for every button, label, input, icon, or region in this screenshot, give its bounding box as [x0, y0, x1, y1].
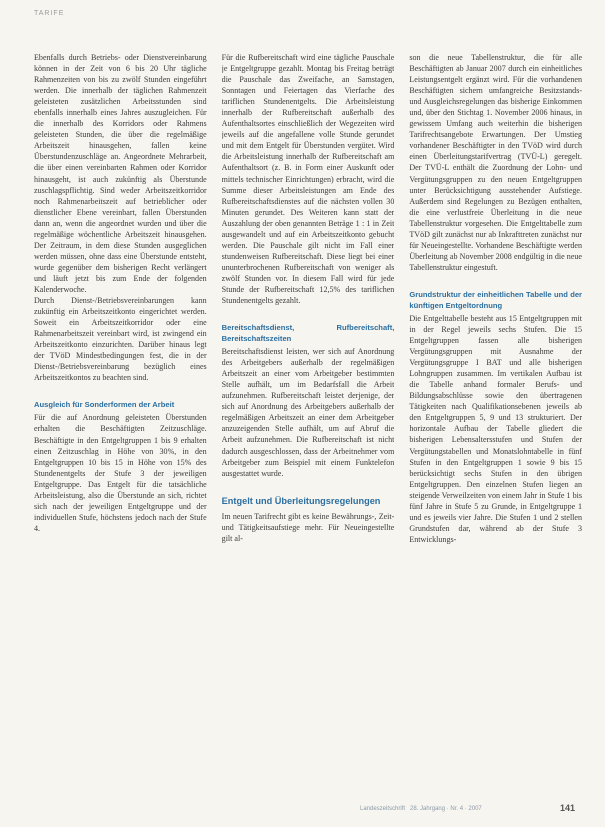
paragraph: son die neue Tabellenstruktur, die für alle Beschäftigten ab Januar 2007 durch ein einheitliches Leistungsentgelt ergänzt wird. Für die vorhandenen Beschäftigten sichern umfangreiche Besitzstands- und Ausgleichsregelungen das bisherige Einkommen und, über den Stichtag 1. November 2006 hinaus, in gewissem Umfang auch weiterhin die bisherigen Tarifrechtsangebote Erwartungen. Der Umstieg vorhandener Beschäftigter in den TVöD wird durch einen Überleitungstarifvertrag (TVÜ-L) geregelt. Der TVÜ-L enthält die Zuordnung der Lohn- und Vergütungsgruppen zu den neuen Entgeltgruppen unter Berücksichtigung ausstehender Aufstiege. Außerdem sind Regelungen zu Bezügen enthalten, die eine verlustfreie Überleitung in die neue Tabellenstruktur vorgesehen. Die Entgelttabelle zum TVöD gilt zunächst nur ab Inkrafttreten zunächst nur für Neueingestellte. Vorhandene Beschäftigte werden Überleitung ab November 2008 endgültig in die neue Tabellenstruktur eingestuft.	[409, 53, 583, 272]
section-heading: Ausgleich für Sonderformen der Arbeit	[34, 400, 175, 410]
paragraph: Im neuen Tarifrecht gibt es keine Bewährungs-, Zeit- und Tätigkeitsaufstiege mehr. Für Neueingestellte gilt al-	[221, 511, 395, 543]
section-header: TARIFE	[34, 10, 65, 17]
paragraph: Für die Rufbereitschaft wird eine tägliche Pauschale je Entgeltgruppe gezahlt. Montag bis Freitag beträgt die Pauschale das Zweifache, an Samstagen, Sonntagen und Feiertagen das Vierfache des tariflichen Stundenentgelts. Die Arbeitsleistung innerhalb der Rufbereitschaft außerhalb des Aufenthaltsortes einschließlich der Wegezeiten wird jeweils auf die angefallene volle Stunde gerundet und mit dem Entgelt für Überstunden vergütet. Wird die Arbeitsleistung innerhalb der Rufbereitschaft am Aufenthaltsort (z. B. in Form einer Auskunft oder mittels technischer Einrichtungen) erbracht, wird die Summe dieser Arbeitsleistungen am Ende des Rufbereitschaftsdienstes auf die nächsten vollen 30 Minuten gerundet. Des Weiteren kann statt der Auszahlung der oben genannten Beträge 1 : 1 in Zeit ausgewandelt und auf ein Arbeitszeitkonto gebucht werden. Die Pauschale gilt nicht im Fall einer stundenweisen Rufbereitschaft. Diese liegt bei einer ununterbrochenen Rufbereitschaft von weniger als zwölf Stunden vor. In diesem Fall wird für jede Stunde der Rufbereitschaft 12,5% des tariflichen Stundenentgelts gezahlt.	[221, 53, 395, 306]
section-heading: Entgelt und Überleitungsregelungen	[221, 495, 381, 506]
paragraph: Für die auf Anordnung geleisteten Überstunden erhalten die Beschäftigten Zeitzuschläge. Beschäftigte in den Entgeltgruppen 1 bis 9 erhalten einen Zeitzuschlag in Höhe von 30%, in den Entgeltgruppen 10 bis 15 in Höhe von 15% des Stundenentgelts der Stufe 3 der jeweiligen Entgeltgruppe. Das Entgelt für die tatsächliche Arbeitsleistung, also die Überstunde an sich, richtet sich nach der jeweiligen Entgeltgruppe und der individuellen Stufe, höchstens jedoch nach der Stufe 4.	[34, 413, 207, 533]
column-1	[34, 52, 207, 804]
paragraph: Die Entgelttabelle besteht aus 15 Entgeltgruppen mit in der Regel jeweils sechs Stufen. Die 15 Entgeltgruppen fassen alle bisherigen Vergütungsgruppen mit Ausnahme der Vergütungsgruppe I BAT und alle bisherigen Lohngruppen zusammen. Im vertikalen Aufbau ist die Tabelle anhand formaler Berufs- und Bildungsabschlüsse sowie den übertragenen Tätigkeiten nach Qualifikationsebenen jeweils ab den Entgeltgruppen 5, 9 und 13 strukturiert. Der horizontale Aufbau der Tabelle gliedert die bisherigen Lebensaltersstufen und Stufen der Vergütungstabellen und Monatslohntabelle in fünf Stufen in den Entgeltgruppen 1 sowie 9 bis 15 berücksichtigt sechs Stufen in den übrigen Entgeltgruppen. Den einzelnen Stufen liegen an steigende Verweilzeiten von einem Jahr in Stufe 1 bis fünf Jahre in Stufe 5 zu Grunde, in Entgeltgruppe 1 und es jeweils vier Jahre. Die Stufen 1 und 2 stellen Grundstufen dar, während ab der Stufe 3 Entwicklungs-	[409, 313, 583, 544]
article-columns	[34, 52, 582, 804]
section-heading: Bereitschaftsdienst, Rufbereitschaft, Bereitschaftszeiten	[221, 323, 395, 344]
paragraph: Bereitschaftsdienst leisten, wer sich auf Anordnung des Arbeitgebers außerhalb der regelmäßigen Arbeitszeit an einer vom Arbeitgeber bestimmten Stelle aufhält, um im Bedarfsfall die Arbeit aufzunehmen. Rufbereitschaft leistet derjenige, der sich auf Anordnung des Arbeitgebers außerhalb der regelmäßigen Arbeitszeit an einer dem Arbeitgeber anzuzeigenden Stelle aufhält, um auf Abruf die Arbeit aufzunehmen. Die Rufbereitschaft ist nicht dadurch ausgeschlossen, dass der Arbeitnehmer vom Arbeitgeber zum Beispiel mit einem Funktelefon ausgestattet wurde.	[221, 347, 395, 478]
column-2	[222, 52, 395, 804]
paragraph: Ebenfalls durch Betriebs- oder Dienstvereinbarung können in der Zeit von 6 bis 20 Uhr tägliche Rahmenzeiten von bis zu zwölf Stunden eingeführt werden. Die innerhalb der täglichen Rahmenzeit geleisteten zusätzlichen Arbeitsstunden sind ebenfalls innerhalb eines Jahres auszugleichen. Für die innerhalb des Korridors oder Rahmens geleisteten Stunden, die über die regelmäßige Arbeitszeit hinausgehen, fallen keine Überstundenzuschläge an. Angeordnete Mehrarbeit, die über einen vereinbarten Rahmen oder Korridor hinausgeht, ist auch zukünftig als Überstunde zuschlagspflichtig. Sind weder Arbeitszeitkorridor noch Rahmenarbeitszeit auf betrieblicher oder dienstlicher Ebene vereinbart, fallen Überstunden dann an, wenn die angeordnet wurden und über die regelmäßige wöchentliche Arbeitszeit hinausgehen. Der Zeitraum, in dem diese Stunden ausgeglichen werden müssen, ohne dass eine Überstunde entsteht, wurde gegenüber dem bisherigen Recht verlängert und läuft jetzt bis zum Ende der folgenden Kalenderwoche.	[34, 53, 207, 294]
publication-name: Landeszeitschrift	[360, 806, 406, 812]
issue-info: 28. Jahrgang · Nr. 4 · 2007	[410, 806, 482, 812]
column-3	[409, 52, 582, 804]
page-number: 141	[560, 803, 576, 813]
section-heading: Grundstruktur der einheitlichen Tabelle und der künftigen Entgeltordnung	[409, 289, 583, 310]
paragraph: Durch Dienst-/Betriebsvereinbarungen kann zukünftig ein Arbeitszeitkonto eingerichtet werden. Soweit ein Arbeitszeitkorridor oder eine Rahmenarbeitszeit vereinbart wird, ist zwingend ein Arbeitszeitkonto einzurichten. Darüber hinaus legt der TVöD Mindestbedingungen fest, die in der Dienst-/Betriebsvereinbarung bezüglich eines Arbeitszeitkontos zu beachten sind.	[34, 296, 207, 383]
footer	[360, 806, 482, 812]
